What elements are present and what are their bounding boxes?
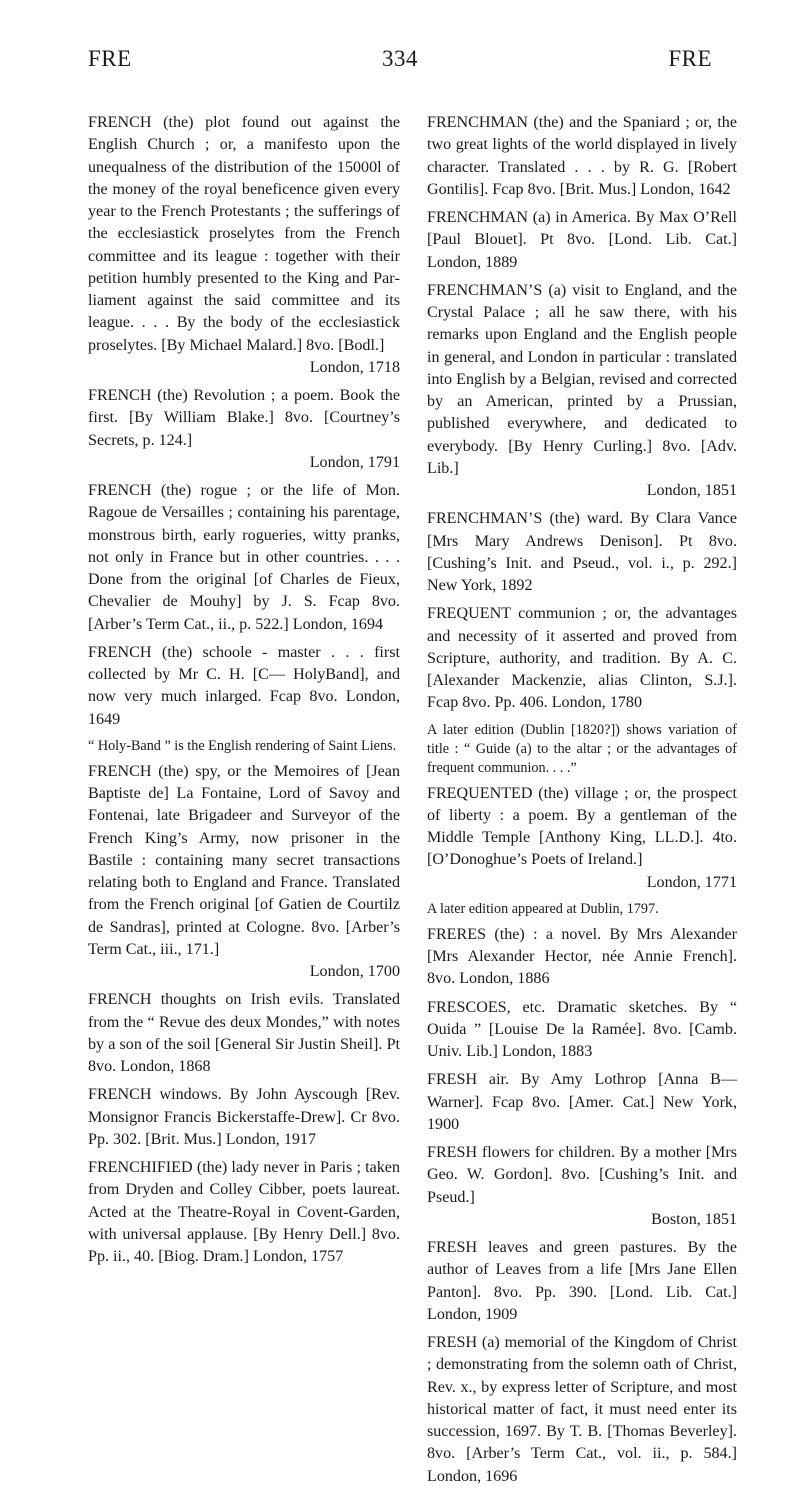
entry-imprint: London, 1851 xyxy=(646,482,737,499)
entry-imprint: London, 1718 xyxy=(309,358,400,376)
catalogue-entry xyxy=(427,1142,737,1231)
catalogue-entry xyxy=(88,480,400,636)
page-number: 334 xyxy=(382,46,418,71)
entry-text: FRENCH (the) Revolution ; a poem. Book the first. [By William Blake.] 8vo. [Courtney’s Secrets, p. 124.] xyxy=(88,387,400,449)
entry-text: FRESH air. By Amy Lothrop [Anna B— Warner]. Fcap 8vo. [Amer. Cat.] New York, 1900 xyxy=(427,1071,737,1133)
catalogue-entry xyxy=(427,112,737,201)
entry-note: “ Holy-Band ” is the English rendering of Saint Liens. xyxy=(88,737,397,754)
entry-text: FRESH (a) memorial of the Kingdom of Christ ; demonstrating from the solemn oath of Christ, Rev. x., by express letter of Scripture, and most historical matter of fact, it must need enter its succession, 1697. By T. B. [Thomas Beverley]. 8vo. [Arber’s Term Cat., vol. ii., p. 584.] London, 1696 xyxy=(427,1334,737,1485)
entry-text: FRESH flowers for children. By a mother [Mrs Geo. W. Gordon]. 8vo. [Cushing’s Init. and Pseud.] xyxy=(427,1144,737,1206)
right-column xyxy=(427,112,737,1494)
entry-note: A later edition (Dublin [1820?]) shows variation of title : “ Guide (a) to the altar ; or the advantages of frequent communion. . . .” xyxy=(427,721,737,776)
entry-text: FRENCH windows. By John Ayscough [Rev. Monsignor Francis Bickerstaffe-Drew]. Cr 8vo. Pp. 302. [Brit. Mus.] London, 1917 xyxy=(88,1086,400,1148)
catalogue-entry xyxy=(427,1069,737,1136)
catalogue-entry xyxy=(427,997,737,1064)
entry-imprint: London, 1791 xyxy=(309,453,400,471)
entry-text: FRERES (the) : a novel. By Mrs Alexander [Mrs Alexander Hector, née Annie French]. 8vo. London, 1886 xyxy=(427,925,737,988)
catalogue-entry xyxy=(88,989,400,1078)
left-column xyxy=(88,112,400,1274)
catalogue-entry xyxy=(88,1084,400,1151)
catalogue-entry xyxy=(88,642,400,731)
catalogue-entry xyxy=(88,385,400,474)
catalogue-entry xyxy=(427,207,737,274)
entry-text: FRENCH (the) rogue ; or the life of Mon. Ragoue de Versailles ; containing his parentage, monstrous birth, early rogueries, witty pranks, not only in France but in other countries. . . . Done from the original [of Charles de Fieux, Chevalier de Mouhy] by J. S. Fcap 8vo. [Arber’s Term Cat., ii., p. 522.] London, 1694 xyxy=(88,482,400,633)
entry-text: FRESCOES, etc. Dramatic sketches. By “ Ouida ” [Louise De la Ramée]. 8vo. [Camb. Univ. Lib.] London, 1883 xyxy=(427,998,737,1060)
entry-text: FRENCHMAN (the) and the Spaniard ; or, the two great lights of the world displayed in lively character. Translated . . . by R. G. [Robert Gontilis]. Fcap 8vo. [Brit. Mus.] London, 1642 xyxy=(427,114,737,198)
entry-imprint: Boston, 1851 xyxy=(651,1210,737,1228)
header-left-guide: FRE xyxy=(88,46,132,71)
running-header xyxy=(88,44,712,74)
entry-text: FRENCHIFIED (the) lady never in Paris ; taken from Dryden and Colley Cibber, poets laureat. Acted at the Theatre-Royal in Covent-Garden, with universal applause. [By Henry Dell.] 8vo. Pp. ii., 40. [Biog. Dram.] London, 1757 xyxy=(88,1159,400,1265)
header-right-guide: FRE xyxy=(668,46,712,71)
entry-text: FRENCHMAN’S (a) visit to England, and the Crystal Palace ; all he saw there, with his remarks upon England and the English people in general, and London in particular : translated into English by a Belgian, revised and corrected by an American, printed by a Prussian, published everywhere, and dedicated to everybody. [By Henry Curling.] 8vo. [Adv. Lib.] xyxy=(427,281,737,477)
catalogue-entry xyxy=(427,508,737,597)
catalogue-entry xyxy=(88,112,400,379)
entry-text: FRENCH (the) plot found out against the English Church ; or, a manifesto upon the unequalness of the distribution of the 15000l of the money of the royal beneficence given every year to the French Protestants ; the sufferings of the ecclesiastick proselytes from the French committee and its league : together with their petition humbly presented to the King and Parliament against the said committee and its league. . . . By the body of the ecclesiastick proselytes. [By Michael Malard.] 8vo. [Bodl.] xyxy=(88,114,400,354)
entry-text: FRENCH thoughts on Irish evils. Translated from the “ Revue des deux Mondes,” with notes by a son of the soil [General Sir Justin Sheil]. Pt 8vo. London, 1868 xyxy=(88,991,400,1075)
entry-text: FREQUENTED (the) village ; or, the prospect of liberty : a poem. By a gentleman of the Middle Temple [Anthony King, LL.D.]. 4to. [O’Donoghue’s Poets of Ireland.] xyxy=(427,784,737,869)
entry-imprint: London, 1700 xyxy=(309,963,400,980)
catalogue-entry xyxy=(88,761,400,984)
catalogue-entry xyxy=(427,783,737,894)
entry-text: FREQUENT communion ; or, the advantages and necessity of it asserted and proved from Scripture, authority, and tradition. By A. C. [Alexander Mackenzie, alias Clinton, S.J.]. Fcap 8vo. Pp. 406. London, 1780 xyxy=(427,605,737,712)
catalogue-entry xyxy=(427,1332,737,1488)
entry-note: A later edition appeared at Dublin, 1797. xyxy=(427,900,659,917)
entry-text: FRENCH (the) spy, or the Memoires of [Jean Baptiste de] La Fontaine, Lord of Savoy and Fontenai, late Brigadeer and Surveyor of the French King’s Army, now prisoner in the Bastile : containing many secret transactions relating both to England and France. Translated from the French original [of Gatien de Courtilz de Sandras], printed at Cologne. 8vo. [Arber’s Term Cat., iii., 171.] xyxy=(88,762,400,958)
entry-imprint: London, 1771 xyxy=(646,873,737,891)
catalogue-entry xyxy=(427,924,737,991)
entry-text: FRENCHMAN (a) in America. By Max O’Rell [Paul Blouet]. Pt 8vo. [Lond. Lib. Cat.] London, 1889 xyxy=(427,209,737,271)
catalogue-entry xyxy=(427,1237,737,1326)
catalogue-entry xyxy=(88,1157,400,1268)
entry-text: FRENCH (the) schoole - master . . . first collected by Mr C. H. [C— HolyBand], and now very much inlarged. Fcap 8vo. London, 1649 xyxy=(88,643,400,728)
catalogue-entry xyxy=(427,603,737,714)
entry-text: FRESH leaves and green pastures. By the author of Leaves from a life [Mrs Jane Ellen Panton]. 8vo. Pp. 390. [Lond. Lib. Cat.] London, 1909 xyxy=(427,1239,737,1323)
entry-text: FRENCHMAN’S (the) ward. By Clara Vance [Mrs Mary Andrews Denison]. Pt 8vo. [Cushing’s Init. and Pseud., vol. i., p. 292.] New York, 1892 xyxy=(427,510,737,594)
catalogue-entry xyxy=(427,280,737,503)
